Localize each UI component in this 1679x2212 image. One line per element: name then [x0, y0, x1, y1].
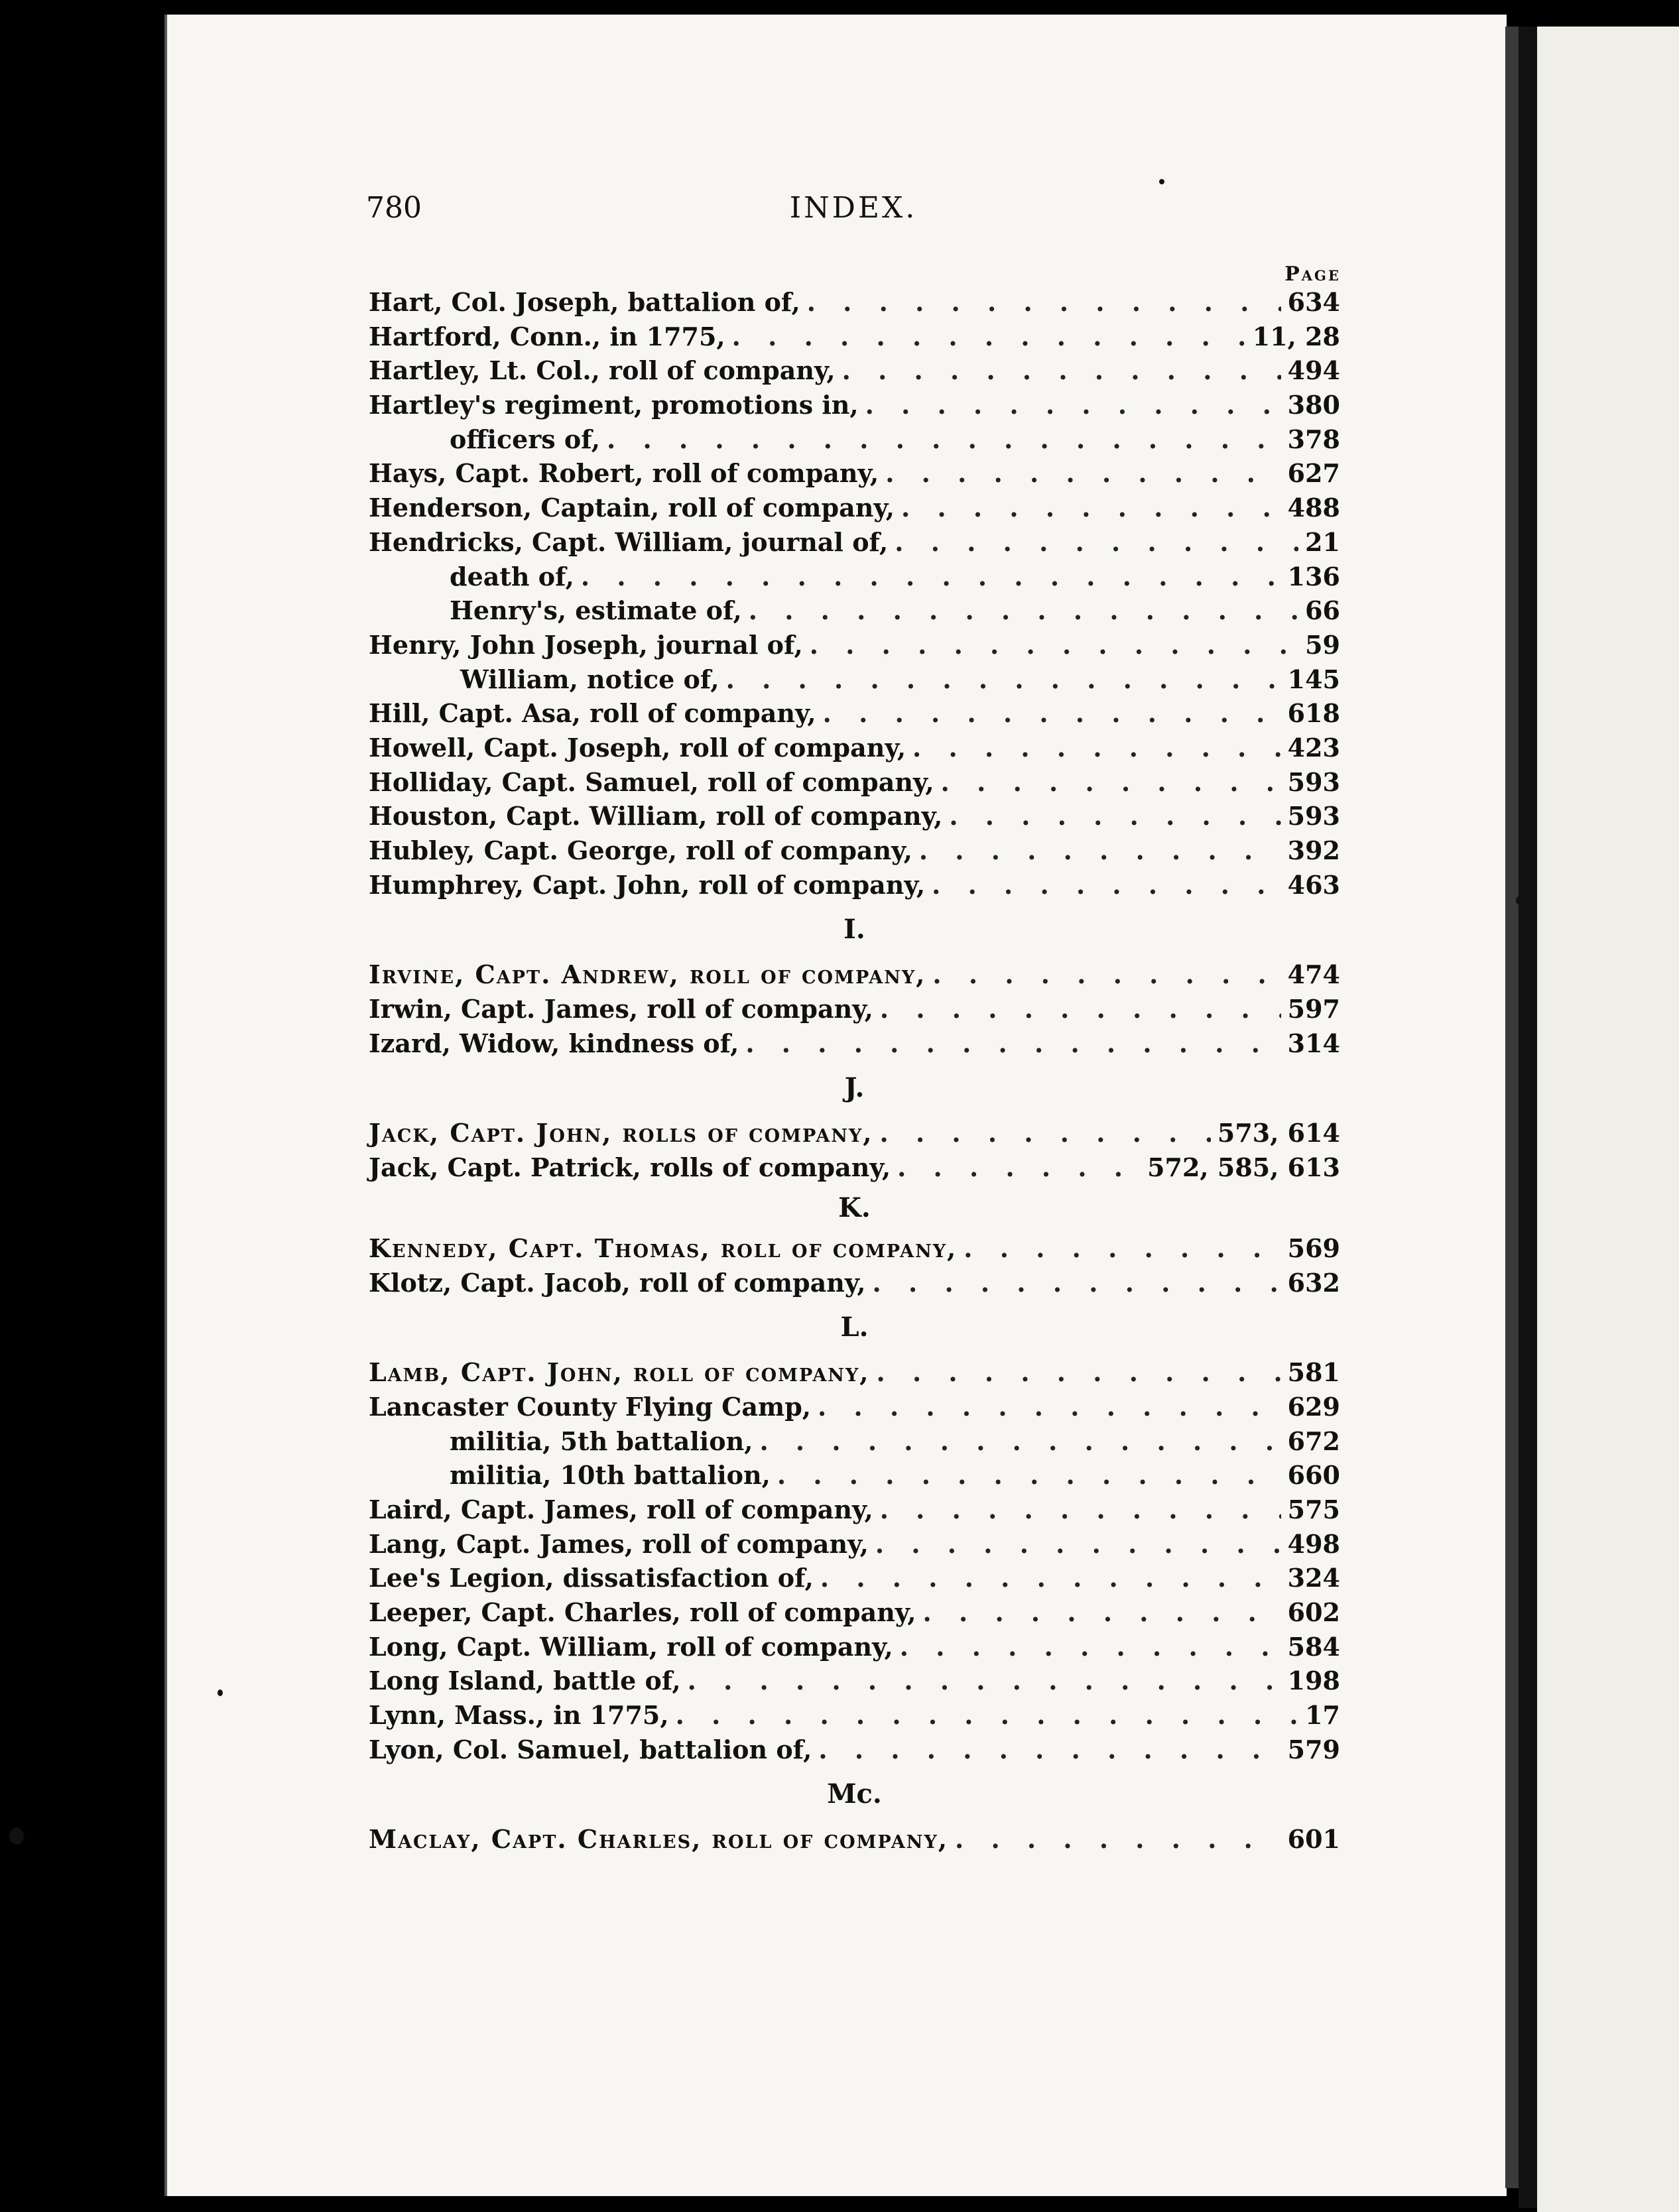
leader-dots	[759, 1424, 1280, 1459]
leader-dots	[901, 491, 1281, 525]
index-entry	[369, 1698, 1340, 1733]
leader-dots	[880, 1493, 1281, 1527]
index-entry	[369, 1733, 1340, 1767]
entry-page: 573, 614	[1217, 1118, 1340, 1148]
entry-text: Hartley, Lt. Col., roll of company,	[369, 355, 836, 386]
leader-dots	[688, 1664, 1281, 1698]
leader-dots	[865, 388, 1281, 422]
section-letter-l: L.	[840, 1312, 869, 1343]
index-subentry	[369, 593, 1340, 628]
leader-dots	[676, 1698, 1299, 1733]
entry-page: 572, 585, 613	[1147, 1152, 1340, 1183]
page-header	[366, 191, 1341, 286]
leader-dots	[842, 353, 1281, 388]
leader-dots	[900, 1630, 1281, 1664]
index-subentry	[369, 662, 1340, 697]
ink-fleck	[9, 1827, 24, 1845]
entry-page: 314	[1287, 1028, 1340, 1058]
entry-text: Lynn, Mass., in 1775,	[369, 1700, 669, 1731]
index-entry	[369, 1822, 1340, 1857]
index-entry	[369, 1116, 1340, 1150]
entry-text: Houston, Capt. William, roll of company,	[369, 801, 943, 831]
leader-dots	[749, 593, 1298, 628]
entry-text: Maclay, Capt. Charles, roll of company,	[369, 1824, 948, 1855]
index-entry	[369, 833, 1340, 868]
entry-text: Long Island, battle of,	[369, 1666, 681, 1696]
index-entry	[369, 1266, 1340, 1300]
entry-page: 618	[1287, 698, 1340, 729]
index-list	[369, 285, 1340, 1857]
index-entry	[369, 1561, 1340, 1595]
leader-dots	[823, 696, 1281, 731]
leader-dots	[949, 799, 1280, 833]
index-entry	[369, 628, 1340, 662]
index-entry	[369, 388, 1340, 422]
entry-page: 632	[1287, 1267, 1340, 1298]
index-entry	[369, 1664, 1340, 1698]
index-entry	[369, 992, 1340, 1026]
page-title: INDEX.	[789, 191, 918, 225]
entry-text: Laird, Capt. James, roll of company,	[369, 1494, 873, 1524]
entry-text: Henderson, Captain, roll of company,	[369, 493, 895, 523]
entry-page: 593	[1287, 767, 1340, 797]
leader-dots	[897, 1150, 1141, 1185]
index-entry	[369, 1150, 1340, 1185]
leader-dots	[912, 731, 1281, 765]
leader-dots	[745, 1026, 1280, 1061]
entry-page: 11, 28	[1252, 321, 1340, 351]
entry-text: Hartford, Conn., in 1775,	[369, 321, 725, 351]
entry-text: death of,	[450, 561, 574, 591]
entry-page: 597	[1287, 994, 1340, 1024]
entry-text: militia, 10th battalion,	[450, 1460, 771, 1491]
entry-page: 602	[1287, 1597, 1340, 1627]
index-entry	[369, 868, 1340, 902]
entry-page: 136	[1287, 561, 1340, 591]
leader-dots	[726, 662, 1281, 697]
leader-dots	[607, 422, 1281, 457]
entry-text: Kennedy, Capt. Thomas, roll of company,	[369, 1233, 958, 1263]
leader-dots	[581, 560, 1281, 594]
entry-page: 21	[1305, 526, 1340, 557]
entry-text: Irvine, Capt. Andrew, roll of company,	[369, 959, 926, 990]
index-entry	[369, 525, 1340, 560]
index-subentry	[369, 560, 1340, 594]
entry-page: 498	[1287, 1528, 1340, 1559]
page-number: 780	[366, 191, 422, 225]
index-subentry	[369, 1458, 1340, 1493]
entry-text: Lancaster County Flying Camp,	[369, 1391, 812, 1422]
entry-text: Klotz, Capt. Jacob, roll of company,	[369, 1267, 866, 1298]
entry-page: 380	[1287, 390, 1340, 420]
leader-dots	[810, 628, 1298, 662]
entry-page: 629	[1287, 1391, 1340, 1422]
leader-dots	[923, 1595, 1281, 1630]
entry-page: 579	[1287, 1734, 1340, 1764]
entry-page: 593	[1287, 801, 1340, 831]
entry-page: 423	[1287, 732, 1340, 763]
facing-page-sliver	[1537, 27, 1679, 2212]
index-entry	[369, 1231, 1340, 1266]
index-entry	[369, 1527, 1340, 1562]
entry-page: 145	[1287, 664, 1340, 694]
leader-dots	[732, 320, 1246, 354]
index-entry	[369, 957, 1340, 992]
index-entry	[369, 1026, 1340, 1061]
section-letter-k: K.	[838, 1192, 871, 1223]
section-letter-mc: Mc.	[827, 1778, 882, 1810]
entry-text: Howell, Capt. Joseph, roll of company,	[369, 732, 906, 763]
entry-page: 672	[1287, 1426, 1340, 1456]
entry-page: 660	[1287, 1460, 1340, 1491]
index-entry	[369, 1390, 1340, 1424]
page-column-label: Page	[1284, 263, 1341, 286]
entry-text: Lamb, Capt. John, roll of company,	[369, 1357, 870, 1388]
index-subentry	[369, 1424, 1340, 1459]
leader-dots	[955, 1822, 1281, 1857]
entry-page: 198	[1287, 1666, 1340, 1696]
entry-page: 17	[1305, 1700, 1340, 1731]
index-entry	[369, 1630, 1340, 1664]
leader-dots	[818, 1733, 1280, 1767]
entry-page: 59	[1305, 629, 1340, 660]
leader-dots	[895, 525, 1298, 560]
ink-fleck	[1159, 179, 1164, 184]
leader-dots	[777, 1458, 1281, 1493]
index-entry	[369, 799, 1340, 833]
index-entry	[369, 320, 1340, 354]
leader-dots	[932, 868, 1281, 902]
entry-page: 66	[1305, 595, 1340, 626]
entry-text: Izard, Widow, kindness of,	[369, 1028, 739, 1058]
entry-page: 584	[1287, 1631, 1340, 1662]
leader-dots	[879, 1116, 1210, 1150]
section-letter-i: I.	[843, 914, 865, 946]
entry-page: 634	[1287, 287, 1340, 317]
leader-dots	[876, 1355, 1280, 1390]
index-entry	[369, 1355, 1340, 1390]
entry-text: militia, 5th battalion,	[450, 1426, 753, 1456]
entry-page: 627	[1287, 458, 1340, 489]
entry-text: Jack, Capt. Patrick, rolls of company,	[369, 1152, 891, 1183]
leader-dots	[880, 992, 1281, 1026]
leader-dots	[818, 1390, 1281, 1424]
leader-dots	[964, 1231, 1280, 1266]
entry-page: 488	[1287, 493, 1340, 523]
entry-text: Irwin, Capt. James, roll of company,	[369, 994, 873, 1024]
entry-text: Henry, John Joseph, journal of,	[369, 629, 803, 660]
entry-page: 474	[1287, 959, 1340, 990]
entry-page: 378	[1287, 424, 1340, 454]
leader-dots	[820, 1561, 1281, 1595]
leader-dots	[919, 833, 1281, 868]
entry-text: Hart, Col. Joseph, battalion of,	[369, 287, 800, 317]
leader-dots	[875, 1527, 1281, 1562]
leader-dots	[807, 285, 1281, 320]
ink-fleck	[1516, 896, 1521, 904]
entry-text: Hill, Capt. Asa, roll of company,	[369, 698, 816, 729]
entry-text: Long, Capt. William, roll of company,	[369, 1631, 893, 1662]
entry-text: Henry's, estimate of,	[450, 595, 742, 626]
entry-text: officers of,	[450, 424, 601, 454]
entry-text: Hubley, Capt. George, roll of company,	[369, 835, 912, 865]
index-entry	[369, 1493, 1340, 1527]
index-entry	[369, 1595, 1340, 1630]
leader-dots	[941, 765, 1281, 800]
entry-page: 601	[1287, 1824, 1340, 1855]
entry-page: 575	[1287, 1494, 1340, 1524]
index-entry	[369, 353, 1340, 388]
entry-page: 494	[1287, 355, 1340, 386]
entry-page: 463	[1287, 869, 1340, 900]
entry-page: 581	[1287, 1357, 1340, 1388]
entry-text: Lyon, Col. Samuel, battalion of,	[369, 1734, 812, 1764]
entry-text: Lang, Capt. James, roll of company,	[369, 1528, 869, 1559]
entry-text: Jack, Capt. John, rolls of company,	[369, 1118, 873, 1148]
entry-text: Leeper, Capt. Charles, roll of company,	[369, 1597, 916, 1627]
index-entry	[369, 491, 1340, 525]
entry-text: Hays, Capt. Robert, roll of company,	[369, 458, 879, 489]
entry-text: Humphrey, Capt. John, roll of company,	[369, 869, 926, 900]
entry-text: Hendricks, Capt. William, journal of,	[369, 526, 889, 557]
index-entry	[369, 456, 1340, 491]
index-entry	[369, 285, 1340, 320]
index-entry	[369, 696, 1340, 731]
leader-dots	[873, 1266, 1281, 1300]
ink-fleck	[218, 1690, 223, 1696]
entry-page: 569	[1287, 1233, 1340, 1263]
entry-text: Holliday, Capt. Samuel, roll of company,	[369, 767, 934, 797]
leader-dots	[885, 456, 1280, 491]
entry-text: Lee's Legion, dissatisfaction of,	[369, 1563, 814, 1593]
leader-dots	[932, 957, 1280, 992]
entry-page: 324	[1287, 1563, 1340, 1593]
index-entry	[369, 731, 1340, 765]
index-subentry	[369, 422, 1340, 457]
index-entry	[369, 765, 1340, 800]
entry-page: 392	[1287, 835, 1340, 865]
entry-text: William, notice of,	[460, 664, 719, 694]
section-letter-j: J.	[844, 1072, 865, 1104]
entry-text: Hartley's regiment, promotions in,	[369, 390, 859, 420]
